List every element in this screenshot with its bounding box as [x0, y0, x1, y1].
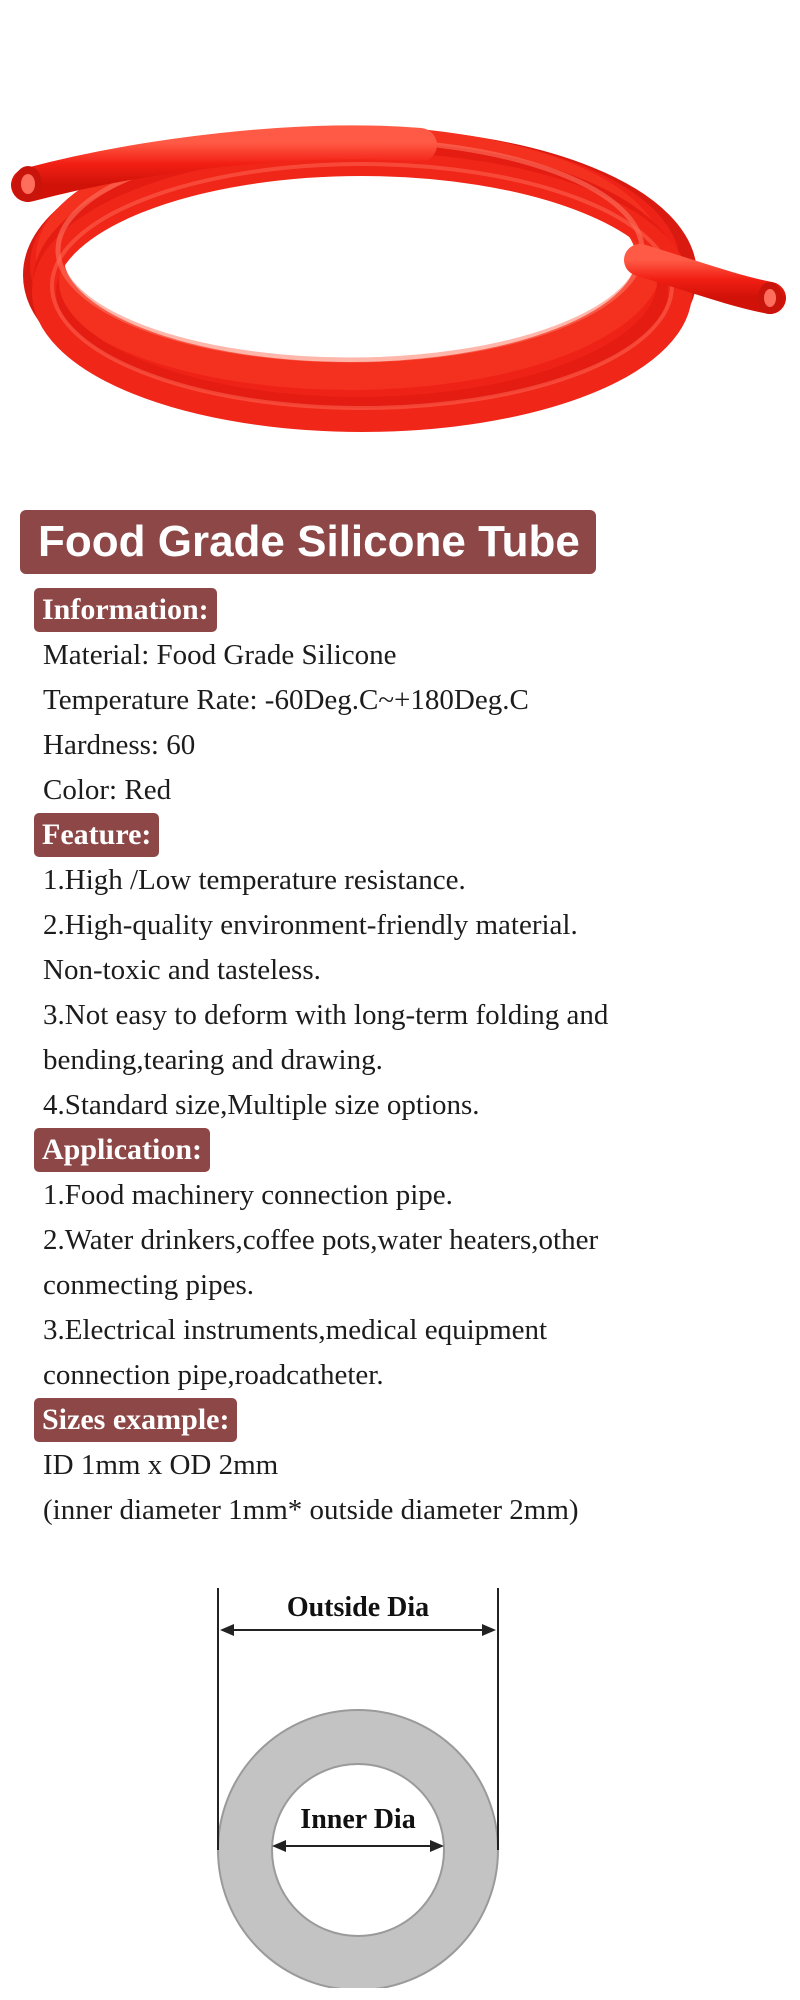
arrow-right-icon: [482, 1624, 496, 1636]
feature-line: 4.Standard size,Multiple size options.: [43, 1089, 480, 1121]
information-label: Information:: [34, 588, 217, 632]
inner-hole-shape: [272, 1764, 444, 1936]
feature-line: 2.High-quality environment-friendly material.: [43, 909, 578, 941]
sizes-label: Sizes example:: [34, 1398, 237, 1442]
application-label: Application:: [34, 1128, 210, 1172]
diameter-diagram: [190, 1588, 540, 1988]
info-line: Material: Food Grade Silicone: [43, 639, 397, 671]
product-image-red-tube: [0, 60, 800, 470]
application-line: 3.Electrical instruments,medical equipment: [43, 1314, 548, 1346]
feature-line: 3.Not easy to deform with long-term folding and: [43, 999, 609, 1031]
info-line: Hardness: 60: [43, 729, 196, 761]
feature-line: Non-toxic and tasteless.: [43, 954, 321, 986]
application-line: conmecting pipes.: [43, 1269, 255, 1301]
sizes-line: (inner diameter 1mm* outside diameter 2mm): [43, 1494, 579, 1526]
application-line: 1.Food machinery connection pipe.: [43, 1179, 453, 1211]
application-line: 2.Water drinkers,coffee pots,water heaters,other: [43, 1224, 599, 1256]
info-line: Temperature Rate: -60Deg.C~+180Deg.C: [43, 684, 529, 716]
product-title: Food Grade Silicone Tube: [20, 510, 596, 574]
feature-line: bending,tearing and drawing.: [43, 1044, 383, 1076]
inner-dia-label: Inner Dia: [300, 1804, 416, 1835]
info-line: Color: Red: [43, 774, 172, 806]
sizes-line: ID 1mm x OD 2mm: [43, 1449, 279, 1481]
application-line: connection pipe,roadcatheter.: [43, 1359, 384, 1391]
arrow-left-icon: [220, 1624, 234, 1636]
outside-dia-label: Outside Dia: [286, 1592, 430, 1623]
feature-label: Feature:: [34, 813, 159, 857]
feature-line: 1.High /Low temperature resistance.: [43, 864, 466, 896]
